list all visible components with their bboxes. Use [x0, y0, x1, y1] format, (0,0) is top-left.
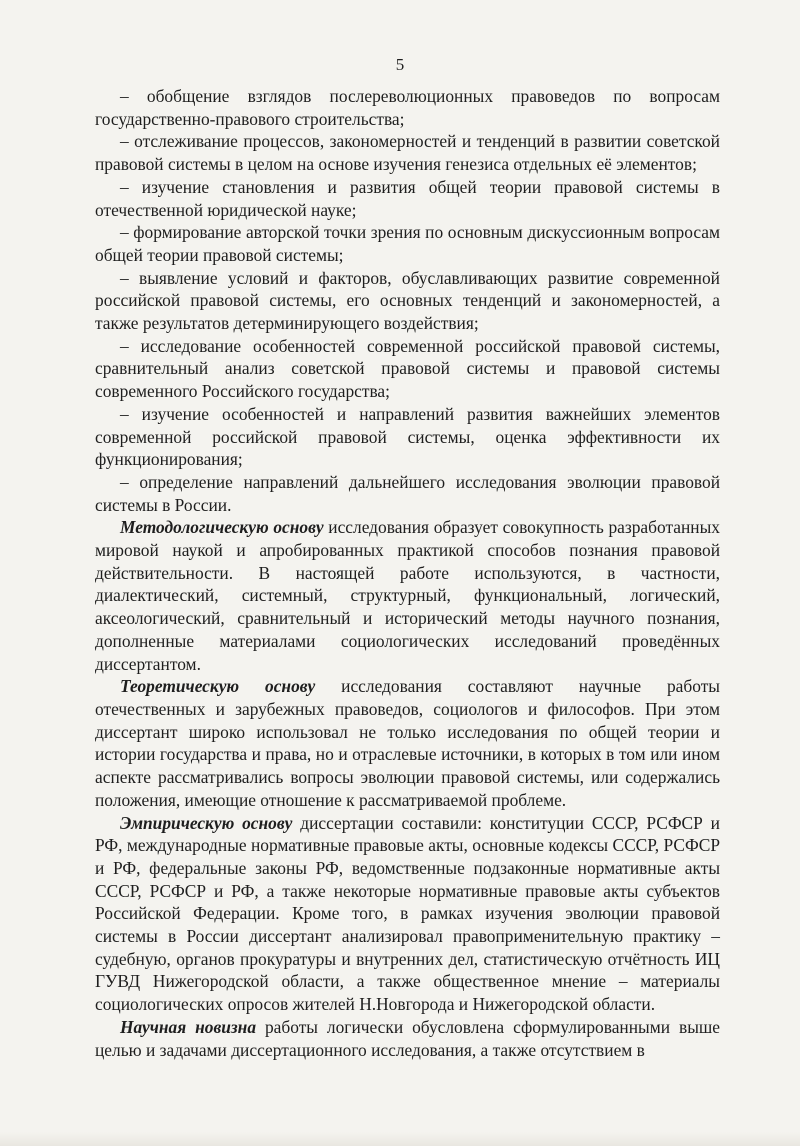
theory-text: исследования составляют научные работы отечественных и зарубежных правоведов, социологов и философов. При этом диссертант широко использовал не только исследования по общей теории и истории государства и права, но и отраслевые источники, в которых в том или ином аспекте рассматривались вопросы эволюции правовой системы, или содержались положения, имеющие отношение к рассматриваемой проблеме.	[95, 676, 720, 810]
list-item: – обобщение взглядов послереволюционных правоведов по вопросам государственно-правового строительства;	[95, 86, 720, 129]
list-item: – изучение особенностей и направлений развития важнейших элементов современной российской правовой системы, оценка эффективности их функционирования;	[95, 403, 720, 470]
empirical-text: диссертации составили: конституции СССР, РСФСР и РФ, международные нормативные правовые акты, основные кодексы СССР, РСФСР и РФ, федеральные законы РФ, ведомственные подзаконные нормативные акты СССР, РСФСР и РФ, а также некоторые нормативные правовые акты субъектов Российской Федерации. Кроме того, в рамках изучения эволюции правовой системы в России диссертант анализировал правоприменительную практику – судебную, органов прокуратуры и внутренних дел, статистическую отчётность ИЦ ГУВД Нижегородской области, а также общественное мнение – материалы социологических опросов жителей Н.Новгорода и Нижегородской области.	[95, 812, 720, 1015]
list-item: – исследование особенностей современной российской правовой системы, сравнительный анализ советской правовой системы и правовой системы современного Российского государства;	[95, 335, 720, 402]
list-item: – выявление условий и факторов, обуславливающих развитие современной российской правовой системы, его основных тенденций и закономерностей, а также результатов детерминирующего воздействия;	[95, 267, 720, 334]
list-item: – формирование авторской точки зрения по основным дискуссионным вопросам общей теории правовой системы;	[95, 222, 720, 265]
methodology-text: исследования образует совокупность разработанных мировой наукой и апробированных практикой способов познания правовой действительности. В настоящей работе используются, в частности, диалектический, системный, структурный, функциональный, логический, аксеологический, сравнительный и исторический методы научного познания, дополненные материалами социологических исследований проведённых диссертантом.	[95, 517, 720, 674]
methodology-paragraph	[95, 516, 720, 675]
list-item: – определение направлений дальнейшего исследования эволюции правовой системы в России.	[95, 471, 720, 515]
theory-paragraph	[95, 675, 720, 811]
page-bottom-edge	[0, 1132, 800, 1146]
list-item: – изучение становления и развития общей теории правовой системы в отечественной юридической науке;	[95, 176, 720, 220]
theory-keyword: Теоретическую основу	[120, 676, 316, 697]
page-number: 5	[395, 55, 405, 74]
empirical-keyword: Эмпирическую основу	[120, 812, 293, 833]
document-body	[95, 85, 720, 1061]
empirical-paragraph	[95, 812, 720, 1016]
novelty-keyword: Научная новизна	[120, 1016, 257, 1037]
novelty-text: работы логически обусловлена сформулированными выше целью и задачами диссертационного исследования, а также отсутствием в	[95, 1016, 720, 1060]
methodology-keyword: Методологическую основу	[120, 517, 324, 538]
novelty-paragraph	[95, 1016, 720, 1061]
list-item: – отслеживание процессов, закономерностей и тенденций в развитии советской правовой системы в целом на основе изучения генезиса отдельных её элементов;	[95, 131, 720, 175]
